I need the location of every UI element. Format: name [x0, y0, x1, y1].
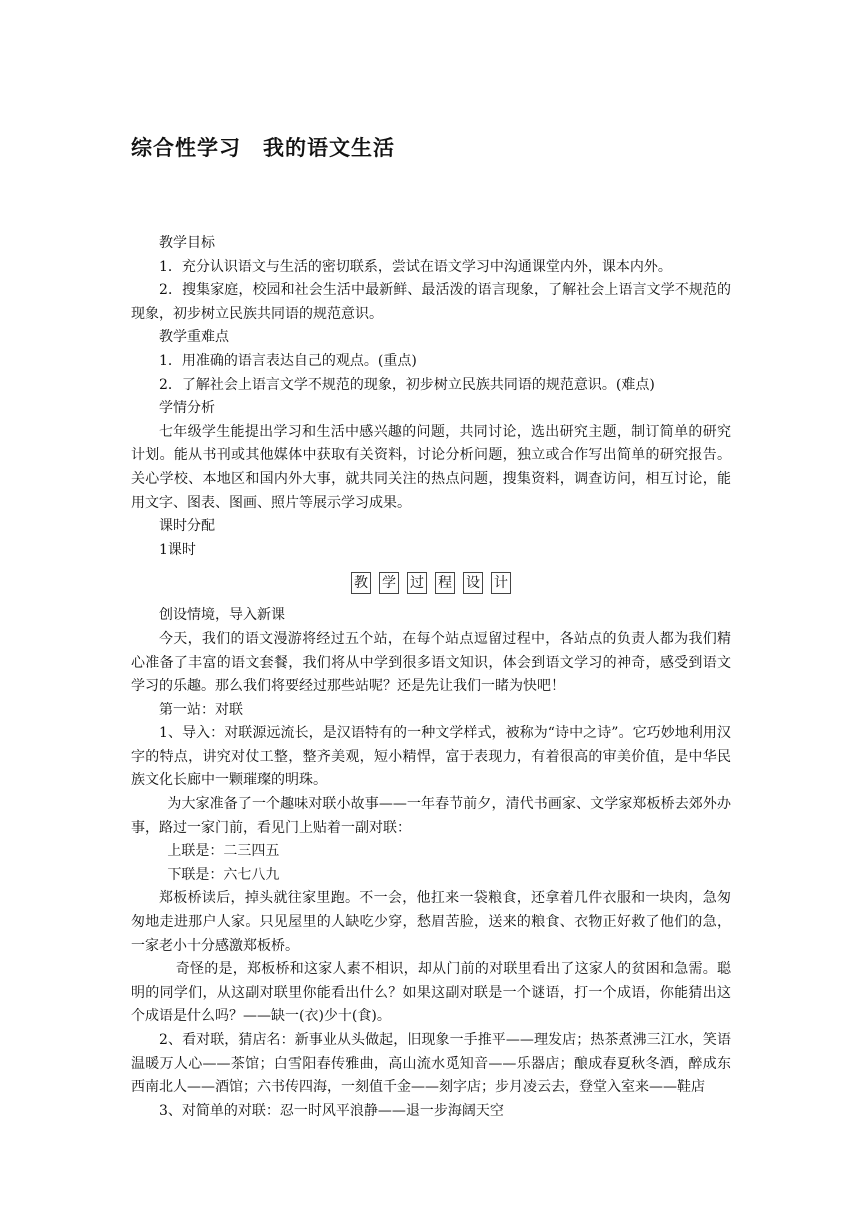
grid-cell: 过: [407, 572, 427, 594]
document-body: [131, 232, 731, 1123]
station-1-heading: 第一站：对联: [159, 701, 243, 718]
key-point-1: 1．用准确的语言表达自己的观点。(重点): [159, 352, 417, 369]
riddle-text: 奇怪的是，郑板桥和这家人素不相识，却从门前的对联里看出了这家人的贫困和急需。聪明的同学们，从这副对联里你能看出什么？如果这副对联是一个谜语，打一个成语，你能猜出这个成语是什么吗？——缺一(衣)少十(食)。: [131, 961, 731, 1025]
grid-cell: 学: [379, 572, 399, 594]
objective-2: 2．搜集家庭，校园和社会生活中最新鲜、最活泼的语言现象，了解社会上语言文学不规范的现象，初步树立民族共同语的规范意识。: [131, 282, 731, 322]
page-title: 综合性学习 我的语文生活: [131, 136, 395, 160]
simple-couplet: 3、对简单的对联：忍一时风平浪静——退一步海阔天空: [159, 1102, 504, 1119]
grid-cell: 教: [351, 572, 371, 594]
section-heading-intro: 创设情境，导入新课: [159, 607, 285, 624]
teaching-design-banner: [131, 572, 731, 598]
couplet-upper-line: 上联是：二三四五: [167, 843, 280, 860]
section-heading-analysis: 学情分析: [159, 400, 215, 417]
guess-shop-names: 2、看对联，猜店名：新事业从头做起，旧现象一手推平——理发店；热茶煮沸三江水，笑语温暖万人心——茶馆；白雪阳春传雅曲，高山流水觅知音——乐器店；酿成春夏秋冬酒，醉成东西南北人——酒馆；六书传四海，一刻值千金——刻字店；步月凌云去，登堂入室来——鞋店: [131, 1032, 731, 1096]
couplet-intro: 1、导入：对联源远流长，是汉语特有的一种文学样式，被称为“诗中之诗”。它巧妙地利用汉字的特点，讲究对仗工整，整齐美观，短小精悍，富于表现力，有着很高的审美价值，是中华民族文化长廊中一颗璀璨的明珠。: [131, 725, 731, 789]
section-heading-key-points: 教学重难点: [159, 329, 229, 346]
section-heading-periods: 课时分配: [159, 518, 215, 535]
objective-1: 1．充分认识语文与生活的密切联系，尝试在语文学习中沟通课堂内外，课本内外。: [159, 258, 672, 275]
teaching-design-grid: [351, 572, 511, 594]
grid-cell: 程: [435, 572, 455, 594]
couplet-story: 为大家准备了一个趣味对联小故事——一年春节前夕，清代书画家、文学家郑板桥去郊外办事，路过一家门前，看见门上贴着一副对联：: [131, 796, 731, 836]
grid-cell: 设: [463, 572, 483, 594]
intro-text: 今天，我们的语文漫游将经过五个站，在每个站点逗留过程中，各站点的负责人都为我们精心准备了丰富的语文套餐，我们将从中学到很多语文知识，体会到语文学习的神奇，感受到语文学习的乐趣。那么我们将要经过那些站呢？还是先让我们一睹为快吧！: [131, 630, 731, 695]
couplet-lower-line: 下联是：六七八九: [167, 866, 280, 883]
story-continuation: 郑板桥读后，掉头就往家里跑。不一会，他扛来一袋粮食，还拿着几件衣服和一块肉，急匆匆地走进那户人家。只见屋里的人缺吃少穿，愁眉苦脸，送来的粮食、衣物正好救了他们的急，一家老小十分感激郑板桥。: [131, 890, 731, 954]
grid-cell: 计: [491, 572, 511, 594]
section-heading-objectives: 教学目标: [159, 235, 215, 251]
analysis-text: 七年级学生能提出学习和生活中感兴趣的问题，共同讨论，选出研究主题，制订简单的研究计划。能从书刊或其他媒体中获取有关资料，讨论分析问题，独立或合作写出简单的研究报告。关心学校、本地区和国内外大事，就共同关注的热点问题，搜集资料，调查访问，相互讨论，能用文字、图表、图画、照片等展示学习成果。: [131, 423, 731, 511]
periods-value: 1课时: [159, 541, 196, 558]
key-point-2: 2．了解社会上语言文学不规范的现象，初步树立民族共同语的规范意识。(难点): [159, 376, 655, 393]
